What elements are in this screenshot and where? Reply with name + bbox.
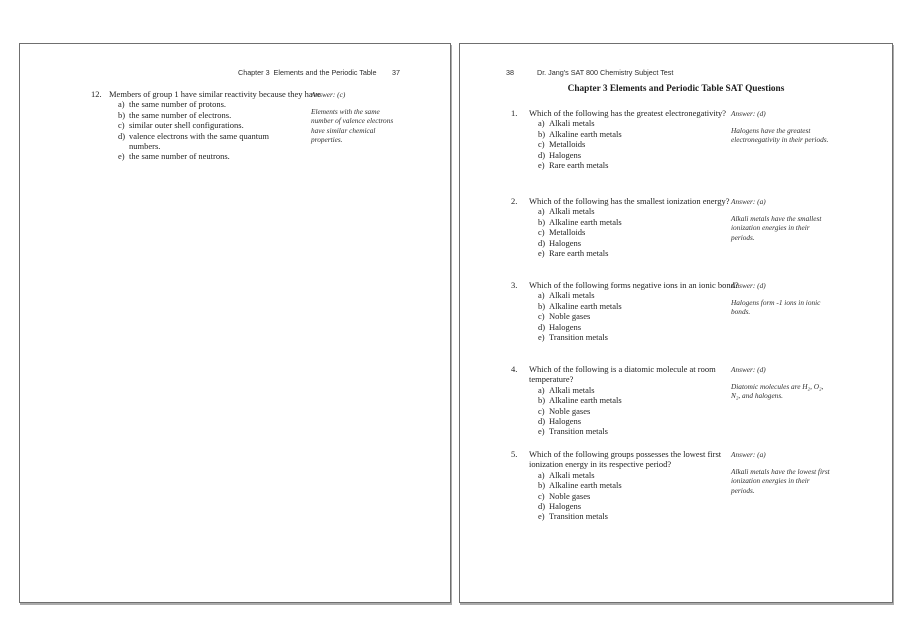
- option-text: Rare earth metals: [549, 248, 609, 259]
- question-block: [91, 89, 394, 162]
- option-letter: d): [538, 321, 546, 332]
- options-list: [538, 470, 723, 522]
- option-text: Noble gases: [549, 490, 591, 501]
- option-row: [538, 511, 723, 521]
- answer-explanation: Elements with the same number of valence electrons have similar chemical properties.: [311, 106, 394, 145]
- option-letter: b): [538, 128, 546, 139]
- options-list: [538, 118, 723, 170]
- option-row: [538, 332, 723, 342]
- option-letter: d): [538, 149, 546, 160]
- option-text: Noble gases: [549, 405, 591, 416]
- option-text: Halogens: [549, 501, 582, 512]
- page-number: 38: [506, 68, 514, 77]
- option-text: Alkali metals: [549, 206, 595, 217]
- option-text: similar outer shell configurations.: [129, 120, 244, 131]
- question-text: Which of the following is a diatomic molecule at room temperature?: [529, 364, 716, 385]
- answer-label: Answer: (a): [731, 450, 766, 459]
- answer-explanation: Halogens form -1 ions in ionic bonds.: [731, 297, 821, 317]
- option-row: [538, 491, 723, 501]
- options-list: [538, 385, 723, 437]
- question-block: [511, 196, 822, 259]
- option-row: [538, 301, 723, 311]
- option-row: [538, 416, 723, 426]
- option-text: Alkaline earth metals: [549, 128, 622, 139]
- answer-explanation: Alkali metals have the smallest ionization energies in their periods.: [731, 213, 822, 242]
- option-row: [538, 248, 723, 258]
- margin-answer: [731, 197, 831, 242]
- option-text: the same number of protons.: [129, 99, 227, 110]
- question-text: Which of the following has the smallest ionization energy?: [529, 196, 730, 206]
- book-title: Dr. Jang's SAT 800 Chemistry Subject Test: [537, 68, 674, 77]
- option-row: [538, 322, 723, 332]
- option-text: Halogens: [549, 237, 582, 248]
- answer-label: Answer: (d): [731, 365, 766, 374]
- page-number: 37: [392, 68, 400, 77]
- option-row: [538, 238, 723, 248]
- option-letter: a): [538, 206, 545, 217]
- option-row: [538, 395, 723, 405]
- option-letter: e): [538, 160, 545, 171]
- question-block: [511, 364, 824, 437]
- question-number: 2.: [511, 196, 518, 206]
- option-row: [118, 110, 296, 120]
- option-text: the same number of electrons.: [129, 109, 232, 120]
- option-letter: e): [538, 511, 545, 522]
- option-letter: b): [538, 300, 546, 311]
- answer-label: Answer: (a): [731, 197, 766, 206]
- option-row: [118, 99, 296, 109]
- option-letter: d): [538, 237, 546, 248]
- section-title: Chapter 3 Elements and Periodic Table SAT Questions: [567, 84, 785, 94]
- option-letter: b): [538, 216, 546, 227]
- option-row: [538, 217, 723, 227]
- option-row: [538, 501, 723, 511]
- option-row: [538, 311, 723, 321]
- option-letter: e): [538, 426, 545, 437]
- option-row: [538, 129, 723, 139]
- question-number: 4.: [511, 364, 518, 374]
- option-text: Alkaline earth metals: [549, 395, 622, 406]
- option-row: [538, 470, 723, 480]
- option-text: Metalloids: [549, 139, 586, 150]
- option-row: [538, 160, 723, 170]
- option-text: Alkaline earth metals: [549, 480, 622, 491]
- answer-label: Answer: (d): [731, 281, 766, 290]
- option-text: Halogens: [549, 149, 582, 160]
- option-row: [538, 385, 723, 395]
- option-text: Alkali metals: [549, 290, 595, 301]
- option-text: Alkali metals: [549, 118, 595, 129]
- option-letter: a): [118, 99, 125, 110]
- option-letter: c): [118, 120, 125, 131]
- margin-answer: [731, 365, 831, 401]
- option-text: Metalloids: [549, 227, 586, 238]
- option-text: Halogens: [549, 321, 582, 332]
- question-block: [511, 280, 821, 343]
- book-page-left: [19, 43, 451, 603]
- options-list: [538, 206, 723, 258]
- option-text: Alkali metals: [549, 384, 595, 395]
- margin-answer: [731, 450, 831, 495]
- option-letter: d): [538, 416, 546, 427]
- option-letter: d): [538, 501, 546, 512]
- option-letter: b): [538, 395, 546, 406]
- option-letter: a): [538, 384, 545, 395]
- option-row: [538, 206, 723, 216]
- option-row: [118, 151, 296, 161]
- option-row: [538, 139, 723, 149]
- option-row: [538, 118, 723, 128]
- margin-answer: [731, 281, 831, 317]
- option-letter: a): [538, 469, 545, 480]
- options-list: [118, 99, 296, 161]
- option-row: [538, 227, 723, 237]
- option-letter: b): [538, 480, 546, 491]
- question-number: 12.: [91, 89, 102, 99]
- option-text: Alkaline earth metals: [549, 216, 622, 227]
- option-row: [538, 150, 723, 160]
- option-letter: e): [538, 332, 545, 343]
- options-list: [538, 290, 723, 342]
- option-text: Alkaline earth metals: [549, 300, 622, 311]
- option-letter: a): [538, 290, 545, 301]
- option-letter: c): [538, 490, 545, 501]
- option-text: the same number of neutrons.: [129, 151, 230, 162]
- answer-explanation: Halogens have the greatest electronegativity in their periods.: [731, 125, 829, 145]
- option-row: [538, 290, 723, 300]
- margin-answer: [731, 109, 831, 145]
- answer-explanation: Diatomic molecules are H₂, O₂, N₂, and halogens.: [731, 381, 824, 401]
- option-text: Noble gases: [549, 311, 591, 322]
- book-page-right: [459, 43, 893, 603]
- option-row: [118, 120, 296, 130]
- running-header: [460, 68, 892, 78]
- option-row: [538, 480, 723, 490]
- answer-explanation: Alkali metals have the lowest first ionization energies in their periods.: [731, 466, 830, 495]
- question-text: Members of group 1 have similar reactivity because they have: [109, 89, 321, 99]
- option-text: Rare earth metals: [549, 160, 609, 171]
- margin-answer: [311, 90, 403, 145]
- question-block: [511, 449, 830, 522]
- running-header: [20, 68, 450, 78]
- option-row: [538, 426, 723, 436]
- option-letter: c): [538, 139, 545, 150]
- option-text: Alkali metals: [549, 469, 595, 480]
- option-letter: c): [538, 405, 545, 416]
- question-text: Which of the following has the greatest electronegativity?: [529, 108, 727, 118]
- chapter-title: Chapter 3 Elements and the Periodic Table: [238, 68, 377, 77]
- option-letter: c): [538, 311, 545, 322]
- option-text: Transition metals: [549, 426, 608, 437]
- option-letter: b): [118, 109, 126, 120]
- question-block: [511, 108, 829, 171]
- option-letter: e): [538, 248, 545, 259]
- question-text: Which of the following groups possesses the lowest first ionization energy in its respective period?: [529, 449, 722, 470]
- option-row: [538, 406, 723, 416]
- option-row: [118, 131, 296, 152]
- option-text: Transition metals: [549, 511, 608, 522]
- answer-label: Answer: (c): [311, 90, 346, 99]
- option-text: valence electrons with the same quantum numbers.: [129, 130, 269, 152]
- question-text: Which of the following forms negative ions in an ionic bond?: [529, 280, 739, 290]
- question-number: 3.: [511, 280, 518, 290]
- option-text: Halogens: [549, 416, 582, 427]
- option-letter: e): [118, 151, 125, 162]
- option-letter: a): [538, 118, 545, 129]
- question-number: 1.: [511, 108, 518, 118]
- option-letter: c): [538, 227, 545, 238]
- question-number: 5.: [511, 449, 518, 459]
- option-text: Transition metals: [549, 332, 608, 343]
- answer-label: Answer: (d): [731, 109, 766, 118]
- option-letter: d): [118, 130, 126, 141]
